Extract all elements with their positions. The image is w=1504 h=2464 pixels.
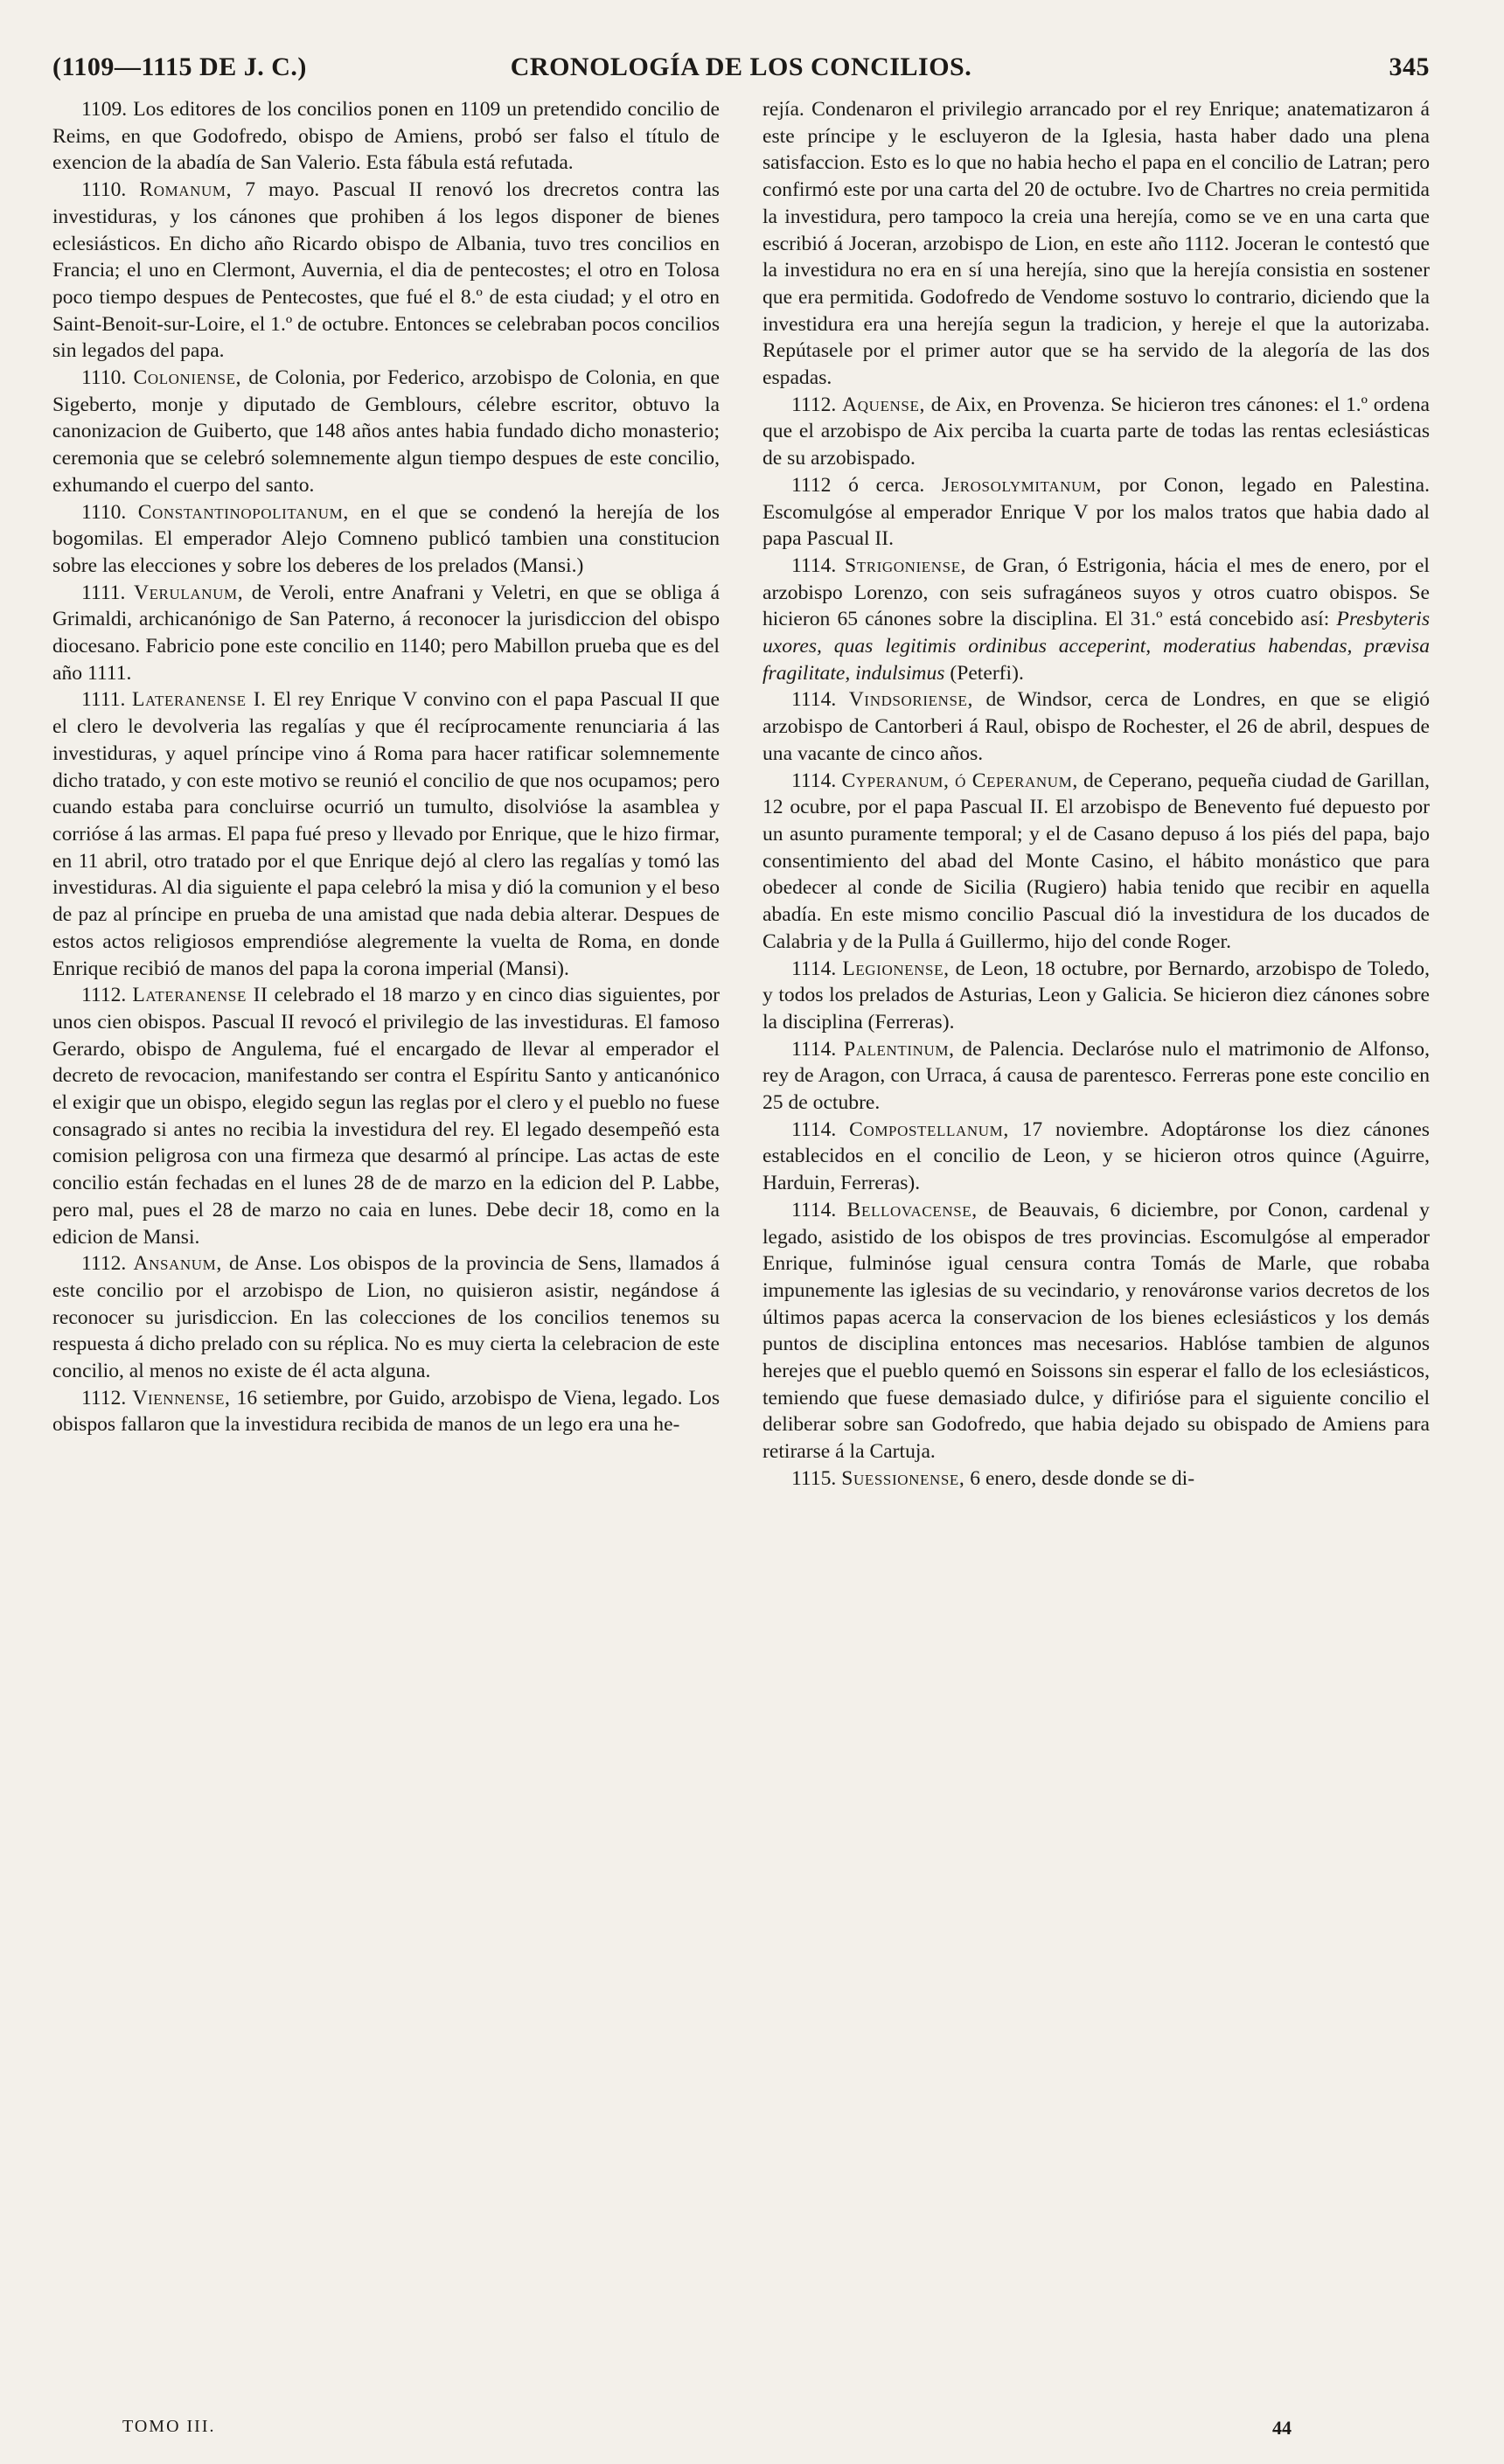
entry-text: El rey Enrique V convino con el papa Pascual II que el clero le devolveria las regalías y que él recíprocamente renunciaria á las investiduras, y aquel príncipe vino á Roma para hacer ratificar solemnemente dicho tratado, y con este motivo se reunió el concilio de que nos ocupamos; pero cuando estaba para concluirse ocurrió un tumulto, disolvióse la asamblea y corrióse á las armas. El papa fué preso y llevado por Enrique, que le hizo firmar, en 11 abril, otro tratado por el que Enrique dejó al clero las regalías y tomó las investiduras. Al dia siguiente el papa celebró la misa y dió la comunion y el beso de paz al príncipe en prueba de una amistad que nada debia alterar. Despues de estos actos religiosos emprendióse alegremente la vuelta de Roma, en donde Enrique recibió de manos del papa la corona imperial (Mansi). [52, 688, 720, 980]
entry-1112-viennense [52, 1385, 720, 1438]
latin-quote: Presbyteris uxores, quas legitimis ordinibus acceperint, moderatius habendas, prævisa fragilitate, indulsimus [762, 608, 1431, 685]
left-column [52, 96, 720, 1438]
entry-year: 1115. [791, 1466, 837, 1490]
entry-text: de Veroli, entre Anafrani y Veletri, en que se obliga á Grimaldi, archicanónigo de San Paterno, á reconocer la jurisdiccion del obispo diocesano. Fabricio pone este concilio en 1140; pero Mabillon prueba que es del año 1111. [52, 581, 720, 685]
page-number: 345 [1389, 52, 1430, 81]
council-name: Palentinum, [843, 1037, 955, 1061]
sheet-signature: 44 [1272, 2417, 1292, 2439]
council-name: Cyperanum, ó Ceperanum, [841, 769, 1078, 792]
running-header [52, 52, 1430, 91]
entry-text: de Anse. Los obispos de la provincia de Sens, llamados á este concilio por el arzobispo de Lion, no quisieron asistir, negándose á reconocer su jurisdiccion. En las colecciones de los concilios tenemos su respuesta á dicho prelado con su réplica. No es muy cierta la celebracion de este concilio, al menos no existe de él acta alguna. [52, 1252, 721, 1383]
entry-year: 1111. [81, 688, 126, 712]
council-name: Jerosolymitanum, [941, 473, 1103, 497]
entry-1111-lateranense-i [52, 686, 720, 982]
council-name: Bellovacense, [846, 1198, 978, 1222]
entry-text: rejía. Condenaron el privilegio arrancado por el rey Enrique; anatematizaron á este príncipe y le escluyeron de la Iglesia, hasta haber dado una plena satisfaccion. Esto es lo que no habia hecho el papa en el concilio de Latran; pero confirmó este por una carta del 20 de octubre. Ivo de Chartres no creia permitida la investidura, pero tampoco la creia una herejía, como se ve en una carta que escribió á Joceran, arzobispo de Lion, en este año 1112. Joceran le contestó que la investidura no era en sí una herejía, sino que la herejía consistia en sostener que era permitida. Godofredo de Vendome sostuvo lo contrario, diciendo que la investidura era una herejía segun la tradicion, y hereje el que la autorizaba. Repútasele por el primer autor que se ha servido de la alegoría de las dos espadas. [762, 98, 1430, 390]
entry-1110-romanum [52, 177, 720, 365]
entry-year: 1110. [81, 178, 127, 202]
entry-1114-palentinum [762, 1036, 1430, 1117]
council-name: Ansanum, [133, 1252, 222, 1276]
entry-text: Los editores de los concilios ponen en 1109 un pretendido concilio de Reims, en que Godofredo, obispo de Amiens, probó ser falso el título de exencion de la abadía de San Valerio. Esta fábula está refutada. [52, 98, 720, 175]
entry-text: 16 setiembre, por Guido, arzobispo de Viena, legado. Los obispos fallaron que la investidura recibida de manos de un lego era una he- [52, 1386, 721, 1437]
entry-1114-vindsoriense [762, 686, 1430, 767]
council-name: Lateranense I. [132, 688, 267, 712]
entry-text: en el que se condenó la herejía de los bogomilas. El emperador Alejo Comneno publicó tambien una constitucion sobre las elecciones y sobre los deberes de los prelados (Mansi.) [52, 500, 720, 577]
entry-1114-strigoniense [762, 553, 1430, 687]
entry-text: de Beauvais, 6 diciembre, por Conon, cardenal y legado, asistido de los obispos de tres provincias. Escomulgóse al emperador Enrique, fulminóse igual censura contra Tomás de Marle, que robaba impunemente las iglesias de su vecindario, y renováronse varios decretos de los últimos papas acerca la conservacion de los bienes eclesiásticos y los demás puntos de disciplina entonces mas necesarios. Hablóse tambien de algunos herejes que el pueblo quemó en Soissons sin esperar el fallo de los eclesiásticos, temiendo que fuese demasiado dulce, y difirióse para el siguiente concilio el deliberar sobre san Godofredo, que habia dejado su obispado de Amiens para retirarse á la Cartuja. [762, 1198, 1430, 1464]
entry-year: 1112. [81, 1252, 127, 1276]
entry-1115-suessionense [762, 1465, 1430, 1493]
entry-year: 1112. [81, 984, 127, 1007]
council-name: Constantinopolitanum, [137, 500, 349, 524]
entry-year: 1114. [791, 553, 837, 577]
council-name: Viennense, [132, 1386, 231, 1409]
header-title: CRONOLOGÍA DE LOS CONCILIOS. [510, 52, 972, 81]
entry-1114-compostellanum [762, 1117, 1430, 1197]
entry-year: 1112. [791, 393, 837, 416]
citation: (Peterfi). [950, 661, 1024, 685]
entry-year: 1112. [81, 1386, 127, 1409]
council-name: Strigoniense, [844, 553, 967, 577]
header-date-range: (1109—1115 DE J. C.) [52, 52, 307, 81]
entry-1112-lateranense-ii [52, 982, 720, 1250]
entry-text: 17 noviembre. Adoptáronse los diez cánones establecidos en el concilio de Leon, y se hicieron otros quince (Aguirre, Harduin, Ferreras). [762, 1117, 1430, 1195]
entry-1111-verulanum [52, 580, 720, 687]
entry-1114-cyperanum [762, 768, 1430, 956]
entry-1110-coloniense [52, 365, 720, 499]
entry-text: 7 mayo. Pascual II renovó los drecretos contra las investiduras, y los cánones que prohiben á los legos disponer de bienes eclesiásticos. En dicho año Ricardo obispo de Albania, tuvo tres concilios en Francia; el uno en Clermont, Auvernia, el dia de pentecostes; el otro en Tolosa poco tiempo despues de Pentecostes, que fué el 8.º de esta ciudad; y el otro en Saint-Benoit-sur-Loire, el 1.º de octubre. Entonces se celebraban pocos concilios sin legados del papa. [52, 178, 720, 363]
entry-text: de Colonia, por Federico, arzobispo de Colonia, en que Sigeberto, monje y diputado de Gemblours, célebre escritor, obtuvo la canonizacion de Guiberto, que 148 años antes habia fundado dicho monasterio; ceremonia que se celebró solemnemente algun tiempo despues de este concilio, exhumando el cuerpo del santo. [52, 366, 720, 497]
entry-year: 1112 ó cerca. [791, 473, 925, 497]
entry-year: 1114. [791, 1117, 837, 1141]
entry-text: de Windsor, cerca de Londres, en que se eligió arzobispo de Cantorberi á Raul, obispo de Rochester, el 26 de abril, despues de una vacante de cinco años. [762, 688, 1430, 765]
council-name: Suessionense, [841, 1466, 965, 1490]
entry-year: 1114. [791, 957, 837, 980]
entry-1114-legionense [762, 956, 1430, 1036]
entry-year: 1114. [791, 688, 837, 712]
entry-year: 1110. [81, 366, 127, 390]
entry-text: 6 enero, desde donde se di- [970, 1466, 1195, 1490]
council-name: Verulanum, [133, 581, 244, 604]
entry-text: de Leon, 18 octubre, por Bernardo, arzobispo de Toledo, y todos los prelados de Asturias, Leon y Galicia. Se hicieron diez cánones sobre la disciplina (Ferreras). [762, 957, 1430, 1034]
council-name: Compostellanum, [849, 1117, 1009, 1141]
volume-signature: TOMO III. [122, 2417, 216, 2436]
council-name: Coloniense, [133, 366, 242, 390]
entry-1109 [52, 96, 720, 177]
entry-1110-constantinopolitanum [52, 499, 720, 580]
entry-year: 1111. [81, 581, 126, 604]
entry-text: de Palencia. Declaróse nulo el matrimonio de Alfonso, rey de Aragon, con Urraca, á causa de parentesco. Ferreras pone este concilio en 25 de octubre. [762, 1037, 1430, 1115]
entry-text: de Gran, ó Estrigonia, hácia el mes de enero, por el arzobispo Lorenzo, con seis sufragáneos suyos y otros cuatro obispos. Se hicieron 65 cánones sobre la disciplina. El 31.º está concebido así: [762, 553, 1430, 631]
entry-1112-aquense [762, 392, 1430, 472]
entry-year: 1114. [791, 1037, 837, 1061]
entry-year: 1109. [81, 98, 128, 121]
entry-year: 1114. [791, 769, 837, 792]
council-name: Lateranense II [132, 984, 268, 1007]
entry-1112-jerosolymitanum [762, 472, 1430, 553]
entry-text: de Aix, en Provenza. Se hicieron tres cánones: el 1.º ordena que el arzobispo de Aix perciba la cuarta parte de todas las rentas eclesiásticas de su arzobispado. [762, 393, 1430, 470]
entry-year: 1114. [791, 1198, 837, 1222]
entry-text: celebrado el 18 marzo y en cinco dias siguientes, por unos cien obispos. Pascual II revocó el privilegio de las investiduras. El famoso Gerardo, obispo de Angulema, fué el encargado de llevar al emperador el decreto de revocacion, manifestando ser contra el Espíritu Santo y anticanónico el exigir que un obispo, elegido segun las reglas por el clero y el pueblo no fuese consagrado si antes no recibia la investidura del rey. El legado desempeñó esta comision peligrosa con una firmeza que desarmó al príncipe. Las actas de este concilio están fechadas en el lunes 28 de de marzo en la edicion del P. Labbe, pero mal, pues el 28 de marzo no caia en lunes. Debe decir 18, como en la edicion de Mansi. [52, 984, 721, 1249]
council-name: Vindsoriense, [848, 688, 973, 712]
entry-1114-bellovacense [762, 1197, 1430, 1465]
council-name: Romanum, [139, 178, 233, 202]
council-name: Legionense, [842, 957, 950, 980]
entry-text: de Ceperano, pequeña ciudad de Garillan, 12 ocubre, por el papa Pascual II. El arzobispo de Benevento fué depuesto por un asunto puramente temporal; y el de Casano depuso á los piés del papa, bajo consentimiento del abad del Monte Casino, el hábito monástico que para obedecer al conde de Sicilia (Rugiero) habia tenido que recibir en aquella abadía. En este mismo concilio Pascual dió la investidura de los ducados de Calabria y de la Pulla á Guillermo, hijo del conde Roger. [762, 769, 1430, 953]
entry-1112-ansanum [52, 1250, 720, 1385]
right-column [762, 96, 1430, 1493]
council-name: Aquense, [842, 393, 925, 416]
entry-continuation [762, 96, 1430, 392]
entry-text: por Conon, legado en Palestina. Escomulgóse al emperador Enrique V por los malos tratos que habia dado al papa Pascual II. [762, 473, 1430, 551]
entry-year: 1110. [81, 500, 127, 524]
